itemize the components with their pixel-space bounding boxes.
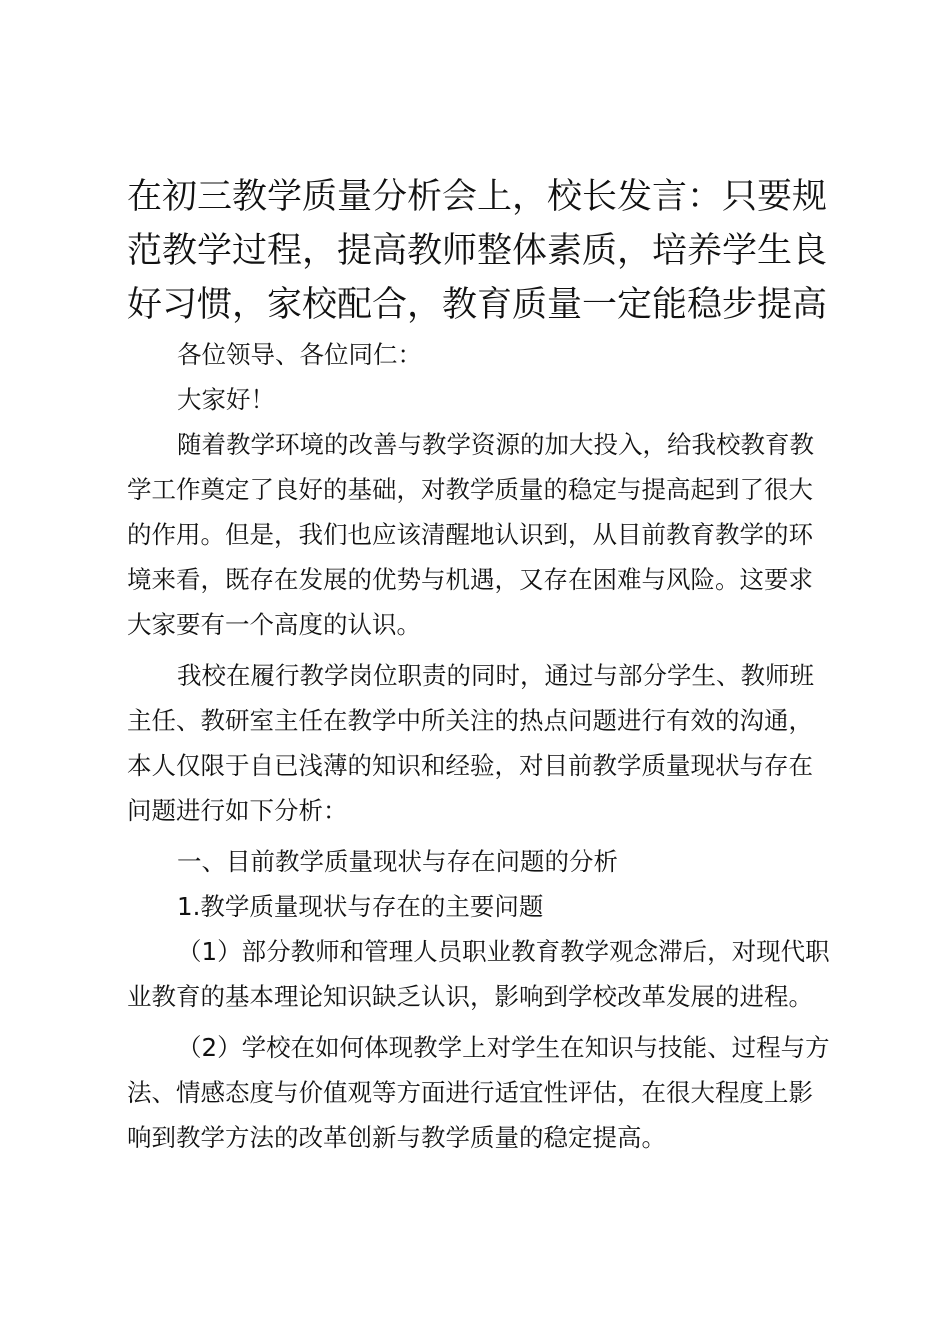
salutation: 各位领导、各位同仁： bbox=[177, 340, 422, 369]
section-heading-1: 一、目前教学质量现状与存在问题的分析 bbox=[177, 847, 618, 876]
issue-item-1: （1）部分教师和管理人员职业教育教学观念滞后，对现代职业教育的基本理论知识缺乏认识，影响到学校改革发展的进程。 bbox=[127, 937, 830, 1011]
document-body bbox=[127, 170, 837, 1160]
greeting: 大家好！ bbox=[177, 385, 275, 414]
subsection-heading-1: 1.教学质量现状与存在的主要问题 bbox=[177, 892, 544, 921]
intro-paragraph: 随着教学环境的改善与教学资源的加大投入，给我校教育教学工作奠定了良好的基础，对教学质量的稳定与提高起到了很大的作用。但是，我们也应该清醒地认识到，从目前教育教学的环境来看，既存在发展的优势与机遇，又存在困难与风险。这要求大家要有一个高度的认识。 bbox=[127, 430, 814, 639]
analysis-intro-paragraph: 我校在履行教学岗位职责的同时，通过与部分学生、教师班主任、教研室主任在教学中所关注的热点问题进行有效的沟通，本人仅限于自已浅薄的知识和经验，对目前教学质量现状与存在问题进行如下分析： bbox=[127, 661, 814, 825]
document-title: 在初三教学质量分析会上，校长发言：只要规范教学过程，提高教师整体素质，培养学生良好习惯，家校配合，教育质量一定能稳步提高 bbox=[127, 177, 828, 325]
issue-item-2: （2）学校在如何体现教学上对学生在知识与技能、过程与方法、情感态度与价值观等方面进行适宜性评估，在很大程度上影响到教学方法的改革创新与教学质量的稳定提高。 bbox=[127, 1033, 830, 1152]
